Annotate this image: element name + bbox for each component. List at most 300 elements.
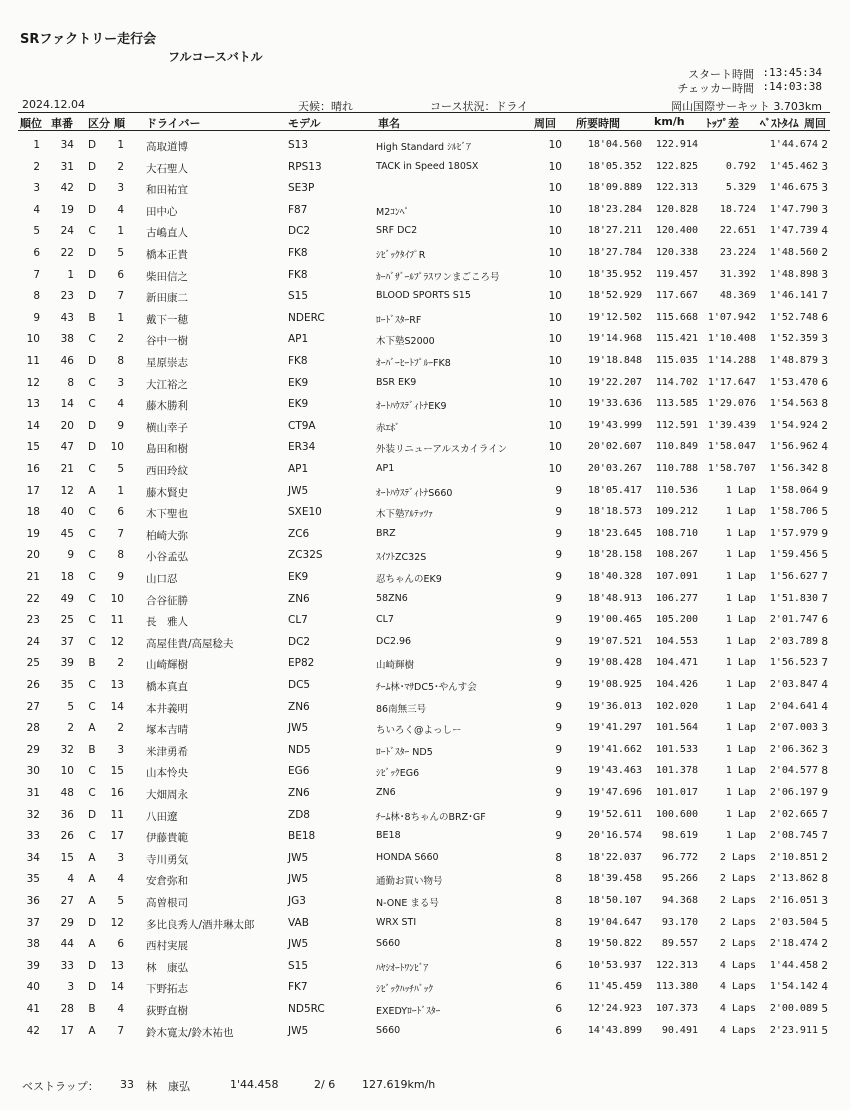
cell-laps: 10 [548, 160, 562, 173]
cell-pos: 13 [26, 398, 40, 411]
cell-laps: 9 [555, 506, 562, 519]
cell-model: SXE10 [288, 506, 322, 519]
cell-speed: 113.380 [655, 981, 698, 993]
cell-num: 48 [60, 787, 74, 799]
cell-time: 18'27.211 [587, 225, 642, 237]
cell-gap: 1 Lap [725, 787, 756, 798]
cell-cls: D [87, 916, 97, 929]
best-lap-footer [22, 1078, 436, 1094]
cell-cls: D [87, 139, 97, 151]
cell-time: 19'41.297 [587, 722, 642, 734]
cell-driver: 島田和樹 [146, 443, 188, 456]
header-driver: ドライバー [146, 117, 201, 130]
cell-clspos: 7 [117, 527, 124, 540]
cell-time: 18'27.784 [587, 247, 642, 258]
cell-pos: 15 [26, 441, 40, 454]
cell-num: 20 [60, 419, 74, 432]
cell-car: BRZ [376, 527, 396, 539]
cell-driver: 藤木勝利 [146, 400, 188, 413]
cell-gap: 4 Laps [719, 1003, 756, 1014]
cell-time: 19'18.848 [587, 355, 642, 366]
cell-best: 1'51.830 [769, 592, 818, 604]
cell-clspos: 1 [117, 139, 124, 151]
table-row [18, 913, 830, 934]
cell-speed: 104.426 [655, 679, 698, 690]
cell-laps: 6 [555, 1024, 562, 1037]
cell-driver: 橋本真直 [146, 681, 188, 693]
cell-pos: 18 [26, 506, 40, 519]
cell-laps: 6 [555, 959, 562, 972]
cell-model: ZC32S [288, 549, 323, 562]
table-row [18, 394, 830, 415]
cell-time: 20'03.267 [587, 463, 642, 474]
cell-clspos: 10 [110, 592, 124, 605]
cell-num: 47 [60, 441, 74, 454]
start-time-value: :13:45:34 [762, 66, 822, 79]
cell-time: 19'43.463 [587, 765, 642, 777]
cell-laps: 9 [555, 700, 562, 713]
cell-cls: A [88, 484, 96, 497]
cell-car: ｼﾋﾞｯｸEG6 [376, 768, 420, 780]
cell-car: ﾁｰﾑ林･8ちゃんのBRZ･GF [376, 811, 486, 823]
cell-num: 36 [60, 808, 74, 821]
cell-speed: 95.266 [661, 873, 698, 885]
cell-driver: 和田祐宜 [146, 184, 188, 197]
cell-driver: 安倉弥和 [146, 875, 188, 888]
cell-model: FK7 [288, 981, 308, 994]
cell-laps: 10 [548, 441, 562, 454]
cell-car: AP1 [376, 463, 395, 474]
cell-num: 2 [67, 722, 74, 735]
cell-num: 31 [60, 160, 74, 173]
cell-num: 5 [67, 700, 74, 713]
cell-clspos: 4 [117, 203, 124, 216]
cell-cls: C [88, 765, 96, 778]
cell-clspos: 12 [110, 916, 124, 929]
cell-gap: 4 Laps [719, 981, 756, 993]
cell-car: N-ONE まる号 [376, 898, 439, 909]
cell-car: ｽｲﾌﾄZC32S [376, 552, 427, 564]
cell-time: 19'14.968 [587, 333, 642, 345]
cell-best: 1'46.675 [769, 182, 818, 194]
cell-pos: 17 [26, 484, 40, 497]
cell-laps: 10 [548, 398, 562, 411]
checker-time-label: チェッカー時間 [677, 82, 754, 95]
cell-driver: 長 雅人 [146, 616, 188, 629]
cell-driver: 木下聖也 [146, 508, 188, 521]
cell-pos: 11 [26, 355, 40, 367]
cell-clspos: 3 [117, 376, 124, 389]
cell-speed: 122.914 [655, 139, 698, 150]
cell-pos: 31 [26, 787, 40, 799]
header-speed: km/h [654, 115, 685, 128]
cell-bestlap: 6 [821, 614, 828, 627]
cell-car: 外装リニューアルスカイライン [376, 444, 508, 456]
cell-speed: 107.373 [655, 1003, 698, 1014]
cell-speed: 119.457 [655, 268, 698, 280]
cell-cls: C [88, 614, 96, 627]
cell-model: BE18 [288, 830, 316, 843]
header-top-rule [18, 112, 830, 113]
cell-pos: 36 [26, 895, 40, 907]
cell-pos: 3 [33, 182, 40, 195]
cell-num: 8 [67, 376, 74, 389]
cell-pos: 33 [26, 830, 40, 843]
cell-num: 1 [67, 268, 74, 281]
cell-clspos: 14 [110, 700, 124, 713]
cell-speed: 108.267 [655, 549, 698, 561]
cell-driver: 橋本正貴 [146, 249, 188, 261]
cell-pos: 25 [26, 657, 40, 670]
cell-clspos: 13 [110, 679, 124, 691]
cell-bestlap: 4 [821, 441, 828, 454]
cell-driver: 田中心 [146, 205, 178, 218]
cell-cls: C [88, 333, 96, 346]
cell-best: 2'08.745 [769, 830, 818, 842]
cell-driver: 鈴木寛太/鈴木祐也 [146, 1026, 234, 1039]
cell-car: BLOOD SPORTS S15 [376, 290, 471, 302]
header-model: モデル [288, 117, 321, 130]
cell-driver: 山崎輝樹 [146, 659, 188, 672]
cell-speed: 90.491 [661, 1024, 698, 1036]
cell-clspos: 1 [117, 225, 124, 238]
cell-best: 2'07.003 [769, 722, 818, 734]
cell-bestlap: 5 [821, 549, 828, 562]
cell-driver: 高取道博 [146, 141, 188, 153]
cell-clspos: 7 [117, 1024, 124, 1037]
cell-best: 1'56.627 [769, 571, 818, 582]
cell-laps: 9 [555, 527, 562, 540]
cell-best: 1'59.456 [769, 549, 818, 561]
cell-model: S15 [288, 290, 309, 303]
cell-driver: 合谷征勝 [146, 594, 188, 607]
cell-cls: D [87, 355, 97, 367]
cell-car: EXEDYﾛｰﾄﾞｽﾀｰ [376, 1006, 441, 1017]
cell-time: 20'16.574 [587, 830, 642, 842]
table-row [18, 567, 830, 588]
table-row [18, 826, 830, 847]
cell-speed: 115.035 [655, 355, 698, 366]
cell-gap: 18.724 [719, 203, 756, 215]
cell-pos: 39 [26, 959, 40, 972]
cell-cls: C [88, 376, 96, 389]
cell-pos: 42 [26, 1024, 40, 1037]
cell-num: 26 [60, 830, 74, 843]
cell-driver: 米津勇希 [146, 745, 188, 758]
table-row [18, 265, 830, 286]
cell-laps: 10 [548, 203, 562, 216]
cell-clspos: 12 [110, 635, 124, 648]
cell-model: DC5 [288, 679, 311, 691]
cell-gap: 1'58.047 [707, 441, 756, 453]
cell-best: 1'52.748 [769, 311, 818, 323]
cell-bestlap: 6 [821, 311, 828, 324]
cell-bestlap: 5 [821, 1024, 828, 1037]
cell-time: 20'02.607 [587, 441, 642, 453]
cell-cls: A [88, 722, 96, 735]
cell-car: TACK in Speed 180SX [376, 160, 479, 172]
table-row [18, 243, 830, 264]
cell-num: 29 [60, 916, 74, 929]
cell-bestlap: 3 [821, 333, 828, 346]
cell-model: AP1 [288, 333, 309, 346]
cell-model: ZN6 [288, 787, 310, 799]
cell-bestlap: 3 [821, 268, 828, 281]
table-row [18, 869, 830, 890]
cell-laps: 9 [555, 657, 562, 670]
cell-gap: 2 Laps [719, 895, 756, 906]
cell-cls: A [88, 895, 96, 907]
cell-best: 1'45.462 [769, 160, 818, 172]
cell-model: EK9 [288, 571, 309, 583]
table-row [18, 329, 830, 350]
cell-laps: 9 [555, 549, 562, 562]
cell-time: 14'43.899 [587, 1024, 642, 1036]
cell-pos: 28 [26, 722, 40, 735]
cell-bestlap: 9 [821, 484, 828, 497]
cell-laps: 9 [555, 808, 562, 821]
cell-best: 1'56.962 [769, 441, 818, 453]
cell-bestlap: 9 [821, 527, 828, 540]
cell-gap: 1 Lap [725, 743, 756, 755]
cell-cls: D [87, 160, 97, 173]
cell-bestlap: 8 [821, 635, 828, 648]
cell-clspos: 5 [117, 463, 124, 475]
cell-driver: 伊藤貴範 [146, 832, 188, 845]
cell-model: JW5 [288, 722, 309, 735]
cell-model: EP82 [288, 657, 315, 670]
table-row [18, 200, 830, 221]
cell-time: 18'48.913 [587, 592, 642, 604]
cell-laps: 8 [555, 895, 562, 907]
cell-num: 21 [60, 463, 74, 475]
cell-bestlap: 3 [821, 160, 828, 173]
cell-gap: 1 Lap [725, 700, 756, 712]
cell-bestlap: 2 [821, 419, 828, 432]
cell-cls: C [88, 571, 96, 583]
cell-driver: 柴田信之 [146, 270, 188, 283]
cell-speed: 89.557 [661, 938, 698, 950]
cell-gap: 31.392 [719, 268, 756, 280]
cell-gap: 23.224 [719, 247, 756, 258]
cell-time: 18'23.645 [587, 527, 642, 539]
cell-laps: 8 [555, 851, 562, 864]
cell-gap: 1'10.408 [707, 333, 756, 345]
cell-best: 2'18.474 [769, 938, 818, 950]
cell-model: JW5 [288, 851, 309, 864]
table-row [18, 545, 830, 566]
cell-cls: C [88, 787, 96, 799]
cell-cls: C [88, 679, 96, 691]
cell-speed: 117.667 [655, 290, 698, 302]
cell-cls: B [88, 743, 96, 756]
cell-num: 37 [60, 635, 74, 648]
cell-time: 19'47.696 [587, 787, 642, 798]
cell-pos: 10 [26, 333, 40, 346]
cell-clspos: 3 [117, 851, 124, 864]
cell-time: 18'50.107 [587, 895, 642, 906]
cell-model: ZN6 [288, 592, 310, 605]
cell-clspos: 16 [110, 787, 124, 799]
table-row [18, 956, 830, 977]
cell-gap: 48.369 [719, 290, 756, 302]
cell-car: 木下塾S2000 [376, 336, 435, 348]
cell-time: 19'04.647 [587, 916, 642, 928]
table-row [18, 999, 830, 1020]
cell-pos: 41 [26, 1003, 40, 1015]
cell-pos: 9 [33, 311, 40, 324]
table-row [18, 459, 830, 480]
cell-gap: 1'14.288 [707, 355, 756, 366]
cell-gap: 1 Lap [725, 657, 756, 669]
cell-num: 46 [60, 355, 74, 367]
results-header [18, 114, 830, 130]
cell-driver: 小谷孟弘 [146, 551, 188, 564]
cell-model: S13 [288, 139, 309, 151]
cell-driver: 山口忍 [146, 573, 178, 585]
cell-time: 18'52.929 [587, 290, 642, 302]
cell-driver: 大江裕之 [146, 378, 188, 391]
cell-best: 1'48.560 [769, 247, 818, 258]
table-row [18, 761, 830, 782]
cell-pos: 4 [33, 203, 40, 216]
cell-model: FK8 [288, 355, 308, 367]
best-lap-speed: 127.619km/h [362, 1078, 436, 1091]
header-best-lap: 周回 [804, 117, 826, 130]
cell-laps: 10 [548, 419, 562, 432]
header-class-pos: 順 [114, 117, 125, 130]
cell-pos: 7 [33, 268, 40, 281]
cell-laps: 8 [555, 873, 562, 886]
cell-best: 1'48.879 [769, 355, 818, 366]
cell-bestlap: 3 [821, 182, 828, 195]
cell-driver: 高屋佳貴/高屋稔夫 [146, 637, 234, 650]
cell-bestlap: 4 [821, 700, 828, 713]
cell-speed: 101.378 [655, 765, 698, 777]
cell-best: 2'06.197 [769, 787, 818, 798]
cell-cls: B [88, 657, 96, 670]
cell-driver: 谷中一樹 [146, 335, 188, 348]
cell-best: 2'03.847 [769, 679, 818, 690]
cell-cls: C [88, 549, 96, 562]
cell-speed: 94.368 [661, 895, 698, 906]
cell-car: ZN6 [376, 787, 396, 798]
weather: 天候：晴れ [298, 100, 353, 113]
cell-time: 19'41.662 [587, 743, 642, 755]
cell-bestlap: 5 [821, 1003, 828, 1015]
cell-clspos: 9 [117, 571, 124, 583]
cell-pos: 5 [33, 225, 40, 238]
cell-best: 1'52.359 [769, 333, 818, 345]
cell-clspos: 8 [117, 549, 124, 562]
cell-bestlap: 5 [821, 916, 828, 929]
cell-num: 19 [60, 203, 74, 216]
cell-laps: 9 [555, 614, 562, 627]
header-bottom-rule [18, 130, 830, 131]
cell-model: F87 [288, 203, 308, 216]
cell-model: JW5 [288, 1024, 309, 1037]
circuit-name: 岡山国際サーキット 3.703km [671, 100, 822, 113]
cell-clspos: 2 [117, 333, 124, 346]
cell-bestlap: 2 [821, 139, 828, 151]
cell-car: WRX STI [376, 916, 417, 928]
cell-bestlap: 2 [821, 247, 828, 259]
cell-speed: 102.020 [655, 700, 698, 712]
cell-clspos: 5 [117, 895, 124, 907]
cell-laps: 9 [555, 571, 562, 583]
cell-bestlap: 7 [821, 592, 828, 605]
table-row [18, 286, 830, 307]
table-row [18, 135, 830, 156]
cell-car: 通勤お買い物号 [376, 876, 443, 888]
cell-model: JW5 [288, 873, 309, 886]
cell-num: 35 [60, 679, 74, 691]
cell-car: M2ｺﾝﾍﾟ [376, 206, 410, 218]
cell-speed: 106.277 [655, 592, 698, 604]
cell-clspos: 15 [110, 765, 124, 778]
cell-pos: 1 [33, 139, 40, 151]
cell-bestlap: 5 [821, 506, 828, 519]
cell-car: BSR EK9 [376, 376, 417, 388]
cell-clspos: 4 [117, 873, 124, 886]
cell-car: 58ZN6 [376, 592, 408, 604]
table-row [18, 416, 830, 437]
cell-cls: C [88, 830, 96, 843]
cell-best: 1'56.342 [769, 463, 818, 474]
cell-bestlap: 7 [821, 808, 828, 821]
cell-pos: 38 [26, 938, 40, 951]
table-row [18, 718, 830, 739]
cell-gap: 1 Lap [725, 765, 756, 777]
checker-time-value: :14:03:38 [762, 80, 822, 93]
cell-cls: D [87, 247, 97, 259]
cell-speed: 108.710 [655, 527, 698, 539]
cell-speed: 96.772 [661, 851, 698, 863]
cell-bestlap: 8 [821, 765, 828, 778]
cell-gap: 1 Lap [725, 635, 756, 647]
cell-model: EK9 [288, 376, 309, 389]
cell-speed: 100.600 [655, 808, 698, 820]
cell-best: 2'13.862 [769, 873, 818, 885]
cell-clspos: 1 [117, 311, 124, 324]
cell-num: 27 [60, 895, 74, 907]
cell-car: ｵｰﾊﾞｰﾋｰﾄﾌﾟﾙｰFK8 [376, 358, 451, 369]
cell-best: 1'46.141 [769, 290, 818, 302]
cell-cls: B [88, 1003, 96, 1015]
cell-gap: 22.651 [719, 225, 756, 237]
cell-best: 1'44.674 [769, 139, 818, 150]
cell-pos: 40 [26, 981, 40, 994]
cell-best: 1'54.563 [769, 398, 818, 410]
cell-pos: 24 [26, 635, 40, 648]
cell-speed: 101.533 [655, 743, 698, 755]
cell-driver: 大石聖人 [146, 162, 188, 175]
cell-speed: 122.313 [655, 182, 698, 194]
cell-laps: 10 [548, 290, 562, 303]
cell-speed: 112.591 [655, 419, 698, 431]
cell-speed: 110.536 [655, 484, 698, 496]
cell-model: NDERC [288, 311, 325, 324]
cell-laps: 10 [548, 355, 562, 367]
cell-bestlap: 7 [821, 657, 828, 670]
table-row [18, 805, 830, 826]
cell-num: 34 [60, 139, 74, 151]
table-row [18, 502, 830, 523]
cell-clspos: 3 [117, 743, 124, 756]
cell-speed: 110.849 [655, 441, 698, 453]
course-status: コース状況：ドライ [430, 100, 529, 113]
cell-num: 9 [67, 549, 74, 562]
